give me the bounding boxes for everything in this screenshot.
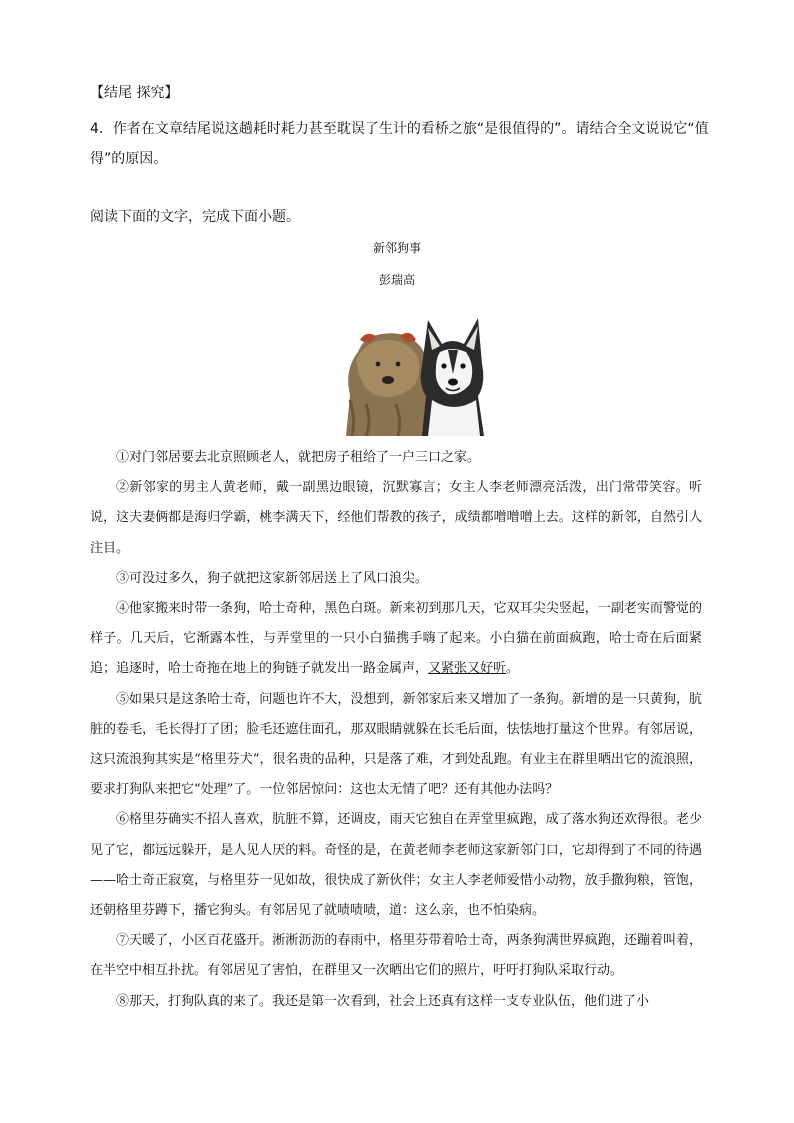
article-title: 新邻狗事 — [372, 241, 421, 255]
griffon-dog-illustration — [346, 333, 432, 436]
paragraph-7: ⑦天暖了，小区百花盛开。淅淅沥沥的春雨中，格里芬带着哈士奇，两条狗满世界疯跑，还蹦着叫着，在半空中相互扑扰。有邻居见了害怕，在群里又一次晒出它们的照片，吁吁打狗队采取行动。 — [90, 933, 702, 979]
section-heading: 【结尾 探究】 — [90, 85, 179, 101]
paragraph-8: ⑧那天，打狗队真的来了。我还是第一次看到，社会上还真有这样一支专业队伍，他们进了小 — [116, 993, 650, 1009]
underlined-phrase: 又紧张又好听 — [428, 661, 507, 677]
paragraph-3: ③可没过多久，狗子就把这家新邻居送上了风口浪尖。 — [116, 570, 429, 586]
paragraph-2: ②新邻家的男主人黄老师，戴一副黑边眼镜，沉默寡言；女主人李老师漂亮活泼，出门常带笑容。听说，这夫妻俩都是海归学霸，桃李满天下，经他们帮教的孩子，成绩都噌噌噌上去。这样的新邻，自然引人注目。 — [90, 480, 702, 556]
husky-dog-illustration — [421, 318, 484, 436]
dogs-photo — [336, 300, 496, 436]
paragraph-5: ⑤如果只是这条哈士奇，问题也许不大，没想到，新邻家后来又增加了一条狗。新增的是一只黄狗，肮脏的卷毛，毛长得打了团；脸毛还遮住面孔，那双眼睛就躲在长毛后面，怯怯地打量这个世界。有邻居说，这只流浪狗其实是“格里芬犬”，很名贵的品种，只是落了难，才到处乱跑。有业主在群里晒出它的流浪照，要求打狗队来把它“处理”了。一位邻居惊问：这也太无情了吧？还有其他办法吗？ — [90, 691, 702, 798]
article-author: 彭瑞高 — [378, 273, 415, 287]
paragraph-6: ⑥格里芬确实不招人喜欢，肮脏不算，还调皮，雨天它独自在弄堂里疯跑，成了落水狗还欢得很。老少见了它，都远远躲开，是人见人厌的料。奇怪的是，在黄老师李老师这家新邻门口，它却得到了不同的待遇——哈士奇正寂寞，与格里芬一见如故，很快成了新伙伴；女主人李老师爱惜小动物，放手撒狗粮，管饱，还朝格里芬蹲下，播它狗头。有邻居见了就啧啧啧，道：这么亲，也不怕染病。 — [90, 812, 702, 919]
question-4: 4．作者在文章结尾说这趟耗时耗力甚至耽误了生计的看桥之旅“是很值得的”。请结合全文说说它“值得”的原因。 — [90, 121, 709, 167]
paragraph-4-end: 。 — [506, 661, 520, 677]
article-body — [90, 443, 702, 1017]
paragraph-4-text: ④他家搬来时带一条狗，哈士奇种，黑色白斑。新来初到那几天，它双耳尖尖竖起，一副老实而警觉的样子。几天后，它渐露本性，与弄堂里的一只小白猫携手嗨了起来。小白猫在前面疯跑，哈士奇在后面紧追；追逐时，哈士奇拖在地上的狗链子就发出一路金属声， — [90, 601, 702, 677]
paragraph-1: ①对门邻居要去北京照顾老人，就把房子租给了一户三口之家。 — [116, 450, 481, 465]
reading-intro: 阅读下面的文字，完成下面小题。 — [90, 209, 300, 225]
paragraph-4 — [90, 594, 702, 685]
